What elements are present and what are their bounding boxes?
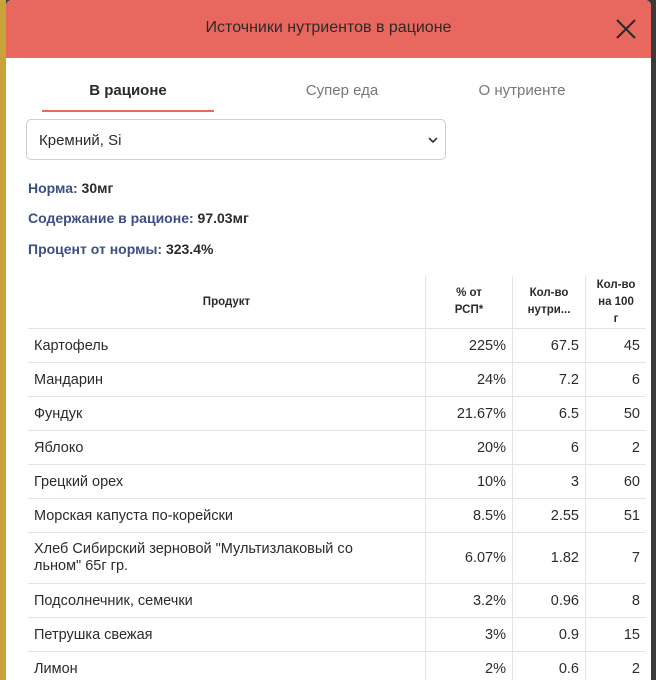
column-header-per100-line3: г <box>613 312 619 325</box>
cell-per100: 2 <box>586 431 647 465</box>
column-header-amount-line2: нутри... <box>527 304 571 316</box>
cell-pct: 2% <box>426 652 513 680</box>
cell-pct: 6.07% <box>426 533 513 584</box>
cell-pct: 8.5% <box>426 499 513 533</box>
percent-line <box>28 241 213 257</box>
content-line <box>28 210 249 226</box>
cell-pct: 3% <box>426 618 513 652</box>
cell-amount: 1.82 <box>513 533 586 584</box>
column-header-per100[interactable] <box>586 276 647 329</box>
table-row[interactable] <box>28 465 646 499</box>
table-row[interactable] <box>28 329 646 363</box>
cell-product: Картофель <box>28 329 426 363</box>
close-button[interactable] <box>613 16 639 42</box>
nutrient-select-value: Кремний, Si <box>39 132 122 149</box>
table-row[interactable] <box>28 363 646 397</box>
content-label: Содержание в рационе: <box>28 210 194 226</box>
cell-amount: 2.55 <box>513 499 586 533</box>
column-header-product[interactable] <box>28 276 426 329</box>
cell-per100: 60 <box>586 465 647 499</box>
cell-amount: 67.5 <box>513 329 586 363</box>
cell-amount: 6.5 <box>513 397 586 431</box>
percent-value: 323.4% <box>165 241 214 257</box>
column-header-pct-line2: РСП* <box>454 304 484 316</box>
cell-amount: 7.2 <box>513 363 586 397</box>
cell-pct: 21.67% <box>426 397 513 431</box>
cell-pct: 20% <box>426 431 513 465</box>
cell-amount: 0.6 <box>513 652 586 680</box>
cell-amount: 3 <box>513 465 586 499</box>
cell-per100: 45 <box>586 329 647 363</box>
table-row[interactable] <box>28 618 646 652</box>
table-row[interactable] <box>28 584 646 618</box>
cell-amount: 6 <box>513 431 586 465</box>
table-row[interactable] <box>28 533 646 584</box>
cell-pct: 3.2% <box>426 584 513 618</box>
table-header-row <box>28 276 646 329</box>
tab-super-food[interactable]: Супер еда <box>305 82 379 99</box>
cell-pct: 10% <box>426 465 513 499</box>
cell-product: Петрушка свежая <box>28 618 426 652</box>
cell-product: Грецкий орех <box>28 465 426 499</box>
column-header-product-label: Продукт <box>202 296 251 308</box>
norm-value: 30мг <box>81 180 114 196</box>
nutrient-sources-table <box>28 276 646 680</box>
cell-product-line1: Хлеб Сибирский зерновой "Мультизлаковый со <box>34 541 353 557</box>
cell-per100: 51 <box>586 499 647 533</box>
column-header-per100-line2: на 100 <box>598 295 634 308</box>
content-value: 97.03мг <box>197 210 249 226</box>
cell-amount: 0.9 <box>513 618 586 652</box>
table-row[interactable] <box>28 431 646 465</box>
column-header-pct-line1: % от <box>456 287 482 299</box>
cell-amount: 0.96 <box>513 584 586 618</box>
cell-product <box>28 533 426 584</box>
tab-in-diet[interactable]: В рационе <box>42 82 214 112</box>
percent-label: Процент от нормы: <box>28 241 163 257</box>
table-row[interactable] <box>28 397 646 431</box>
nutrient-sources-modal <box>6 0 651 680</box>
cell-product: Морская капуста по-корейски <box>28 499 426 533</box>
cell-product-line2: льном" 65г гр. <box>34 558 129 574</box>
cell-per100: 8 <box>586 584 647 618</box>
chevron-down-icon <box>427 134 439 146</box>
cell-product: Лимон <box>28 652 426 680</box>
column-header-pct[interactable] <box>426 276 513 329</box>
norm-label: Норма: <box>28 180 78 196</box>
cell-per100: 2 <box>586 652 647 680</box>
table-row[interactable] <box>28 499 646 533</box>
norm-line <box>28 180 113 196</box>
cell-product: Яблоко <box>28 431 426 465</box>
column-header-per100-line1: Кол-во <box>596 278 636 291</box>
cell-per100: 15 <box>586 618 647 652</box>
tab-bar <box>42 78 602 108</box>
close-icon <box>613 16 639 42</box>
cell-product: Подсолнечник, семечки <box>28 584 426 618</box>
table-row[interactable] <box>28 652 646 680</box>
cell-per100: 6 <box>586 363 647 397</box>
modal-header <box>6 0 651 58</box>
cell-product: Мандарин <box>28 363 426 397</box>
nutrient-select[interactable] <box>26 119 446 160</box>
modal-title: Источники нутриентов в рационе <box>205 19 452 36</box>
cell-pct: 225% <box>426 329 513 363</box>
tab-about-nutrient[interactable]: О нутриенте <box>478 82 566 99</box>
cell-product: Фундук <box>28 397 426 431</box>
cell-per100: 7 <box>586 533 647 584</box>
cell-pct: 24% <box>426 363 513 397</box>
column-header-amount-line1: Кол-во <box>529 287 569 299</box>
column-header-amount[interactable] <box>513 276 586 329</box>
cell-per100: 50 <box>586 397 647 431</box>
